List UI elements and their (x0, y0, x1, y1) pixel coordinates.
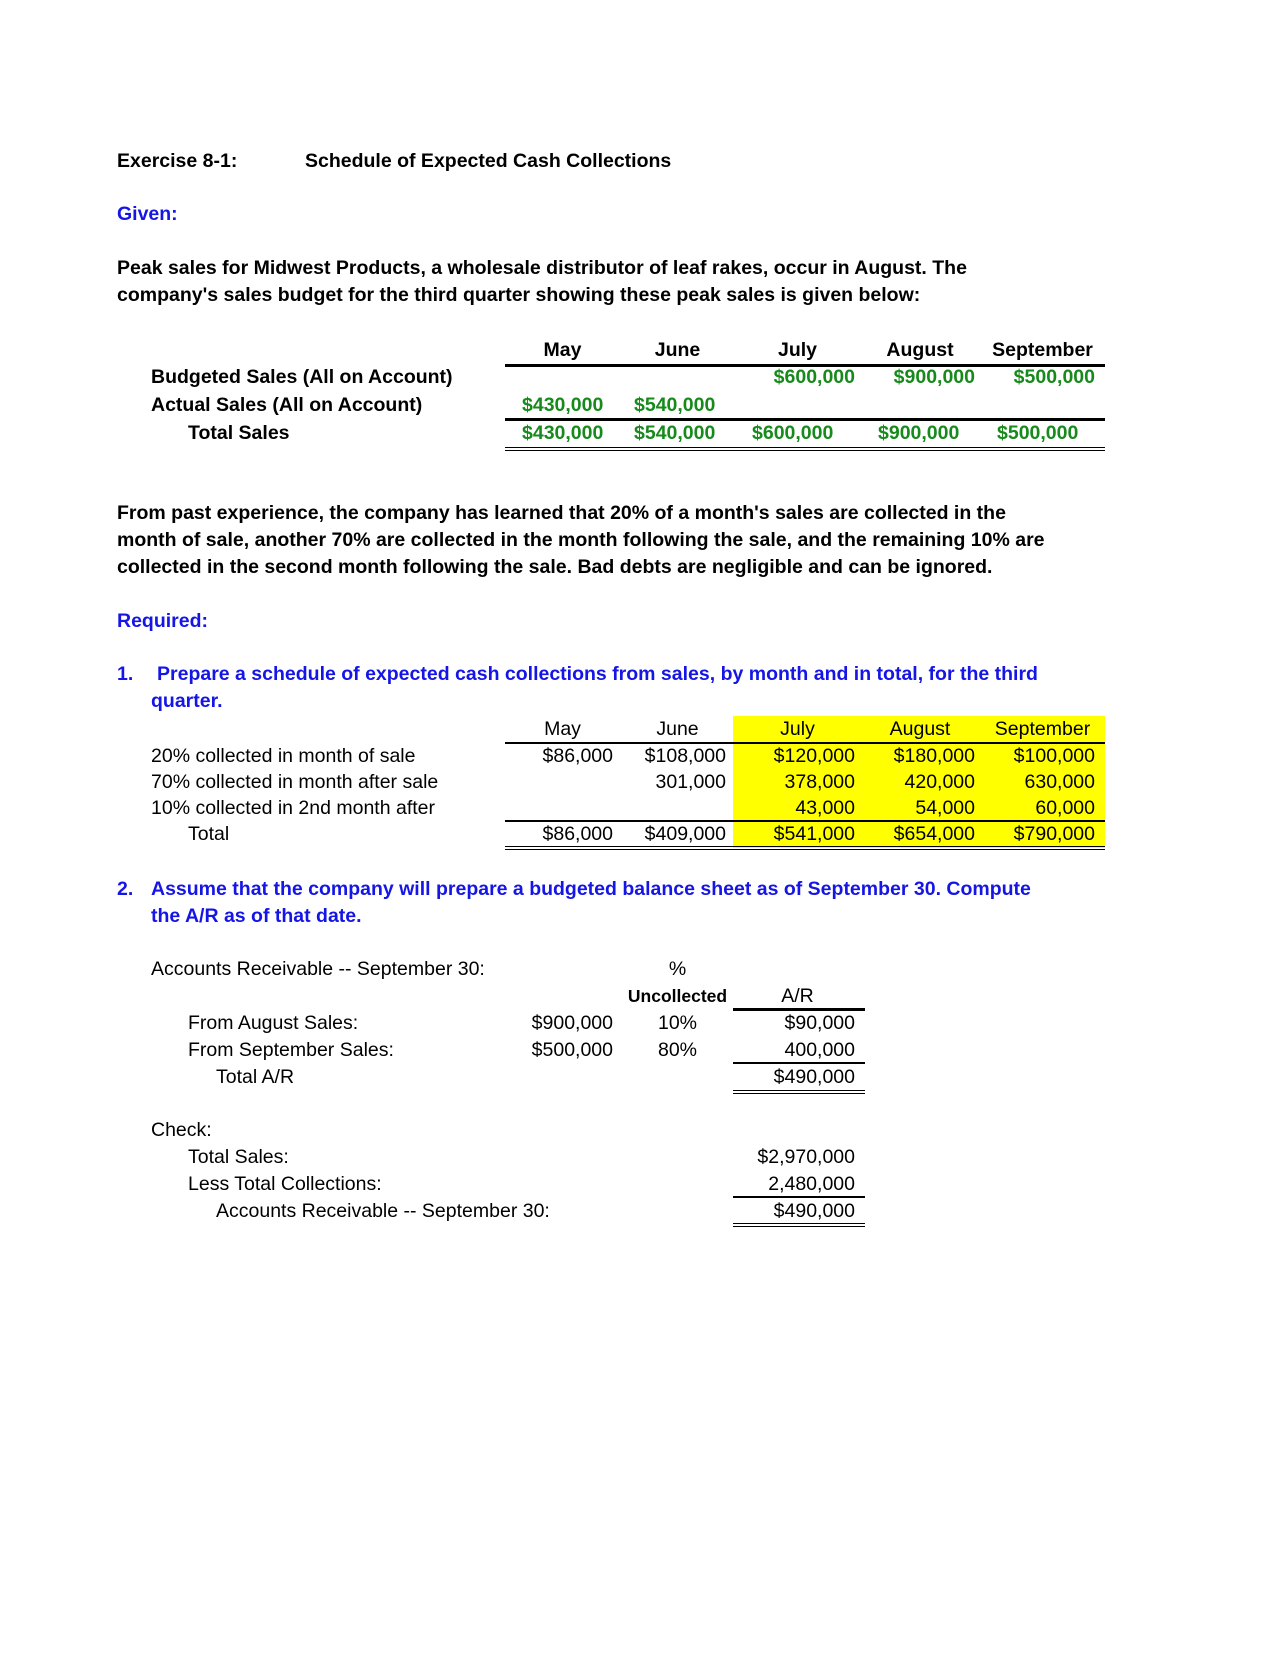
sales-month-header: July (777, 339, 818, 361)
intro-line-1: Peak sales for Midwest Products, a wholesale distributor of leaf rakes, occur in August. The (117, 257, 967, 279)
given-label: Given: (117, 203, 178, 225)
sales-row-label: Budgeted Sales (All on Account) (151, 366, 453, 388)
check-less-value: 2,480,000 (768, 1173, 855, 1195)
collections-total-cell: $790,000 (1013, 823, 1095, 845)
ar-title: Accounts Receivable -- September 30: (151, 958, 485, 980)
collections-cell: 43,000 (795, 797, 855, 819)
check-double-underline (733, 1223, 865, 1227)
collections-cell: $108,000 (644, 745, 726, 767)
collections-total-cell: $409,000 (644, 823, 726, 845)
q2-number: 2. (117, 878, 134, 900)
sales-cell: $900,000 (893, 366, 975, 388)
collections-month-header: May (544, 718, 581, 740)
sales-cell: $500,000 (1013, 366, 1095, 388)
collections-cell: 378,000 (784, 771, 855, 793)
collections-cell: $120,000 (773, 745, 855, 767)
ar-header: A/R (781, 985, 814, 1007)
ar-double-underline (733, 1090, 865, 1094)
sales-month-header: May (543, 339, 582, 361)
ar-row-label: From August Sales: (188, 1012, 359, 1034)
exercise-number: Exercise 8-1: (117, 150, 238, 172)
collections-row-label: 70% collected in month after sale (151, 771, 439, 793)
collections-cell: 54,000 (915, 797, 975, 819)
required-label: Required: (117, 610, 209, 632)
ar-pct-value: 10% (657, 1012, 698, 1034)
intro-line-2: company's sales budget for the third quarter showing these peak sales is given below: (117, 284, 921, 306)
sales-row-label: Total Sales (188, 422, 290, 444)
ar-total-label: Total A/R (216, 1066, 295, 1088)
sales-cell: $540,000 (634, 394, 716, 416)
sales-total-cell: $540,000 (634, 422, 716, 444)
q2-line-1: Assume that the company will prepare a budgeted balance sheet as of September 30. Compute (151, 878, 1031, 900)
collections-row-label: Total (188, 823, 230, 845)
check-less-label: Less Total Collections: (188, 1173, 382, 1195)
collections-row-label: 10% collected in 2nd month after (151, 797, 436, 819)
collections-cell: $180,000 (893, 745, 975, 767)
collections-month-header: July (780, 718, 815, 740)
ar-pct-value: 80% (657, 1039, 698, 1061)
check-ar-value: $490,000 (773, 1200, 855, 1222)
collections-month-header: September (994, 718, 1091, 740)
experience-line-2: month of sale, another 70% are collected in the month following the sale, and the remaining 10% are (117, 529, 1045, 551)
ar-value: $90,000 (784, 1012, 855, 1034)
q1-line-1: Prepare a schedule of expected cash collections from sales, by month and in total, for the third (157, 663, 1038, 685)
sales-double-underline (505, 447, 1105, 451)
ar-row-label: From September Sales: (188, 1039, 394, 1061)
collections-cell: 60,000 (1035, 797, 1095, 819)
ar-total-value: $490,000 (773, 1066, 855, 1088)
check-total-sales-value: $2,970,000 (757, 1146, 855, 1168)
collections-cell: 420,000 (904, 771, 975, 793)
pct-header: % (668, 958, 687, 980)
collections-month-header: June (656, 718, 699, 740)
collections-cell: 630,000 (1024, 771, 1095, 793)
experience-line-1: From past experience, the company has learned that 20% of a month's sales are collected in the (117, 502, 1006, 524)
ar-value: 400,000 (784, 1039, 855, 1061)
collections-total-cell: $541,000 (773, 823, 855, 845)
collections-month-header: August (889, 718, 951, 740)
collections-cell: $86,000 (542, 745, 613, 767)
sales-total-cell: $500,000 (997, 422, 1079, 444)
collections-cell: 301,000 (655, 771, 726, 793)
q1-line-2: quarter. (151, 690, 223, 712)
check-total-sales-label: Total Sales: (188, 1146, 289, 1168)
sales-cell: $600,000 (773, 366, 855, 388)
sales-month-header: August (886, 339, 954, 361)
page-title: Schedule of Expected Cash Collections (305, 150, 672, 172)
q2-line-2: the A/R as of that date. (151, 905, 362, 927)
ar-sales-value: $500,000 (531, 1039, 613, 1061)
collections-double-underline (505, 846, 1105, 850)
uncollected-header: Uncollected (627, 986, 728, 1006)
sales-cell: $430,000 (522, 394, 604, 416)
check-ar-label: Accounts Receivable -- September 30: (216, 1200, 550, 1222)
sales-month-header: June (654, 339, 701, 361)
collections-total-cell: $86,000 (542, 823, 613, 845)
sales-month-header: September (992, 339, 1093, 361)
experience-line-3: collected in the second month following the sale. Bad debts are negligible and can be ignored. (117, 556, 993, 578)
sales-total-cell: $430,000 (522, 422, 604, 444)
collections-total-cell: $654,000 (893, 823, 975, 845)
sales-total-cell: $600,000 (752, 422, 834, 444)
check-label: Check: (151, 1119, 212, 1141)
sales-total-cell: $900,000 (878, 422, 960, 444)
ar-sales-value: $900,000 (531, 1012, 613, 1034)
sales-row-label: Actual Sales (All on Account) (151, 394, 423, 416)
collections-row-label: 20% collected in month of sale (151, 745, 416, 767)
q1-number: 1. (117, 663, 134, 685)
collections-cell: $100,000 (1013, 745, 1095, 767)
